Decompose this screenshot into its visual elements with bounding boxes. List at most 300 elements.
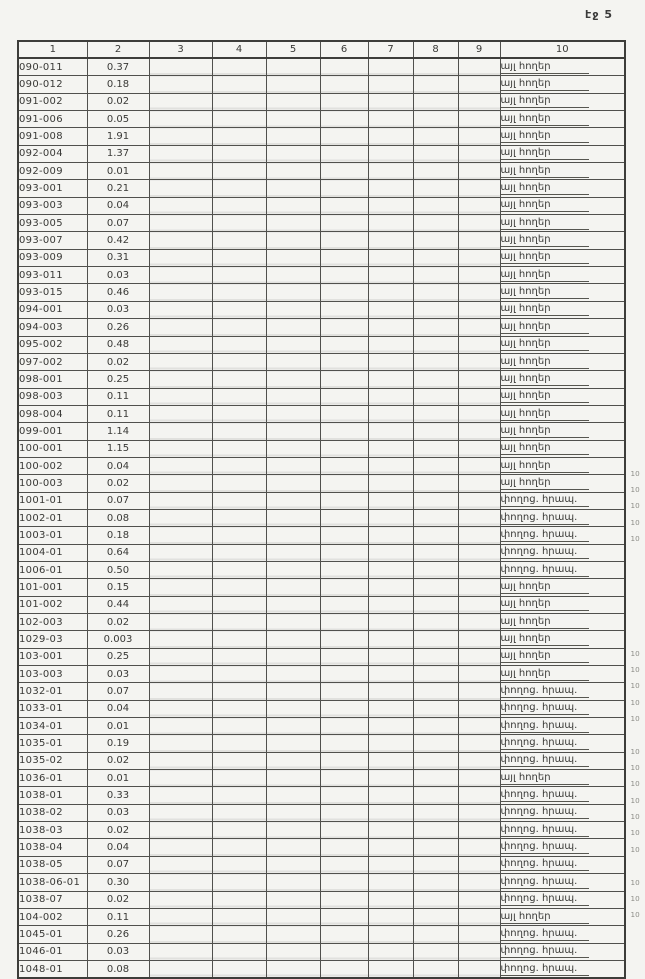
empty-cell — [458, 770, 500, 787]
land-type-cell — [500, 440, 625, 457]
margin-mark: 10 — [630, 763, 640, 772]
empty-cell — [368, 908, 413, 925]
empty-cell — [368, 631, 413, 648]
empty-cell — [320, 839, 368, 856]
empty-cell — [320, 492, 368, 509]
land-type-text: փողոց. հրապ. — [501, 963, 590, 976]
empty-cell — [368, 93, 413, 110]
parcel-id-cell: 093-005 — [18, 215, 87, 232]
land-type-cell — [500, 891, 625, 908]
empty-cell — [413, 908, 458, 925]
empty-cell — [368, 856, 413, 873]
empty-cell — [368, 509, 413, 526]
empty-cell — [266, 614, 320, 631]
land-type-cell — [500, 527, 625, 544]
table-row — [18, 76, 625, 93]
empty-cell — [149, 371, 212, 388]
area-value-cell: 0.04 — [87, 700, 149, 717]
table-row — [18, 457, 625, 474]
land-type-text: այլ հողեր — [501, 408, 590, 421]
land-type-text: փողոց. հրապ. — [501, 494, 590, 507]
land-type-cell — [500, 683, 625, 700]
empty-cell — [212, 128, 266, 145]
area-value-cell: 0.18 — [87, 527, 149, 544]
empty-cell — [266, 509, 320, 526]
parcel-id-cell: 098-003 — [18, 388, 87, 405]
area-value-cell: 0.01 — [87, 770, 149, 787]
land-type-text: փողոց. հրապ. — [501, 841, 590, 854]
empty-cell — [368, 267, 413, 284]
empty-cell — [149, 614, 212, 631]
land-type-text: այլ հողեր — [501, 269, 590, 282]
column-header-3: 3 — [149, 41, 212, 58]
table-row — [18, 249, 625, 266]
empty-cell — [266, 180, 320, 197]
empty-cell — [266, 822, 320, 839]
empty-cell — [212, 457, 266, 474]
empty-cell — [413, 561, 458, 578]
parcel-id-cell: 092-004 — [18, 145, 87, 162]
land-type-cell — [500, 93, 625, 110]
empty-cell — [320, 145, 368, 162]
empty-cell — [413, 249, 458, 266]
empty-cell — [368, 111, 413, 128]
area-value-cell: 0.08 — [87, 960, 149, 978]
column-header-6: 6 — [320, 41, 368, 58]
parcel-id-cell: 092-009 — [18, 163, 87, 180]
table-row — [18, 960, 625, 978]
margin-mark: 10 — [630, 469, 640, 478]
empty-cell — [458, 249, 500, 266]
empty-cell — [212, 908, 266, 925]
empty-cell — [458, 544, 500, 561]
empty-cell — [368, 718, 413, 735]
area-value-cell: 0.11 — [87, 405, 149, 422]
parcel-id-cell: 1038-05 — [18, 856, 87, 873]
land-type-cell — [500, 509, 625, 526]
empty-cell — [320, 926, 368, 943]
area-value-cell: 0.03 — [87, 943, 149, 960]
empty-cell — [320, 666, 368, 683]
area-value-cell: 0.01 — [87, 163, 149, 180]
empty-cell — [320, 163, 368, 180]
parcel-id-cell: 101-002 — [18, 596, 87, 613]
empty-cell — [320, 960, 368, 978]
parcel-id-cell: 1038-06-01 — [18, 874, 87, 891]
parcel-id-cell: 101-001 — [18, 579, 87, 596]
empty-cell — [149, 215, 212, 232]
table-row — [18, 319, 625, 336]
empty-cell — [266, 579, 320, 596]
empty-cell — [320, 319, 368, 336]
empty-cell — [458, 405, 500, 422]
empty-cell — [368, 475, 413, 492]
parcel-id-cell: 103-003 — [18, 666, 87, 683]
empty-cell — [212, 561, 266, 578]
table-row — [18, 145, 625, 162]
empty-cell — [413, 405, 458, 422]
empty-cell — [413, 163, 458, 180]
empty-cell — [149, 908, 212, 925]
parcel-id-cell: 093-007 — [18, 232, 87, 249]
empty-cell — [149, 93, 212, 110]
empty-cell — [458, 145, 500, 162]
empty-cell — [212, 319, 266, 336]
empty-cell — [212, 891, 266, 908]
empty-cell — [212, 614, 266, 631]
empty-cell — [149, 787, 212, 804]
empty-cell — [149, 457, 212, 474]
empty-cell — [266, 735, 320, 752]
empty-cell — [149, 839, 212, 856]
empty-cell — [413, 267, 458, 284]
column-header-4: 4 — [212, 41, 266, 58]
parcel-id-cell: 1038-07 — [18, 891, 87, 908]
parcel-id-cell: 1038-02 — [18, 804, 87, 821]
empty-cell — [368, 197, 413, 214]
empty-cell — [212, 960, 266, 978]
empty-cell — [320, 353, 368, 370]
empty-cell — [212, 197, 266, 214]
empty-cell — [149, 475, 212, 492]
area-value-cell: 0.26 — [87, 926, 149, 943]
empty-cell — [266, 457, 320, 474]
empty-cell — [212, 527, 266, 544]
land-type-text: այլ հողեր — [501, 234, 590, 247]
land-type-cell — [500, 718, 625, 735]
table-row — [18, 492, 625, 509]
table-row — [18, 440, 625, 457]
empty-cell — [266, 371, 320, 388]
empty-cell — [368, 579, 413, 596]
empty-cell — [212, 93, 266, 110]
empty-cell — [212, 822, 266, 839]
empty-cell — [368, 752, 413, 769]
land-type-cell — [500, 76, 625, 93]
empty-cell — [458, 718, 500, 735]
empty-cell — [368, 319, 413, 336]
land-type-text: այլ հողեր — [501, 251, 590, 264]
empty-cell — [212, 232, 266, 249]
empty-cell — [320, 457, 368, 474]
empty-cell — [458, 891, 500, 908]
parcel-id-cell: 100-002 — [18, 457, 87, 474]
empty-cell — [320, 527, 368, 544]
empty-cell — [212, 267, 266, 284]
empty-cell — [413, 180, 458, 197]
land-type-cell — [500, 319, 625, 336]
column-header-1: 1 — [18, 41, 87, 58]
empty-cell — [320, 648, 368, 665]
empty-cell — [368, 891, 413, 908]
area-value-cell: 0.25 — [87, 371, 149, 388]
area-value-cell: 0.04 — [87, 839, 149, 856]
empty-cell — [413, 475, 458, 492]
parcel-id-cell: 102-003 — [18, 614, 87, 631]
empty-cell — [212, 787, 266, 804]
empty-cell — [368, 457, 413, 474]
empty-cell — [368, 388, 413, 405]
land-type-text: փողոց. հրապ. — [501, 720, 590, 733]
area-value-cell: 0.07 — [87, 683, 149, 700]
land-type-cell — [500, 492, 625, 509]
empty-cell — [368, 249, 413, 266]
table-row — [18, 579, 625, 596]
empty-cell — [212, 111, 266, 128]
empty-cell — [413, 856, 458, 873]
land-type-text: փողոց. հրապ. — [501, 893, 590, 906]
land-type-cell — [500, 180, 625, 197]
margin-mark: 10 — [630, 681, 640, 690]
area-value-cell: 0.08 — [87, 509, 149, 526]
empty-cell — [413, 440, 458, 457]
empty-cell — [266, 874, 320, 891]
empty-cell — [368, 787, 413, 804]
empty-cell — [413, 509, 458, 526]
empty-cell — [368, 648, 413, 665]
area-value-cell: 0.07 — [87, 856, 149, 873]
land-type-cell — [500, 423, 625, 440]
empty-cell — [413, 492, 458, 509]
parcel-id-cell: 1001-01 — [18, 492, 87, 509]
table-row — [18, 891, 625, 908]
margin-mark: 10 — [630, 518, 640, 527]
empty-cell — [368, 301, 413, 318]
empty-cell — [458, 128, 500, 145]
empty-cell — [320, 770, 368, 787]
empty-cell — [266, 666, 320, 683]
empty-cell — [212, 718, 266, 735]
margin-mark: 10 — [630, 877, 640, 887]
empty-cell — [413, 388, 458, 405]
table-row — [18, 666, 625, 683]
empty-cell — [266, 319, 320, 336]
margin-mark: 10 — [630, 910, 640, 919]
land-type-cell — [500, 163, 625, 180]
area-value-cell: 0.25 — [87, 648, 149, 665]
land-type-text: այլ հողեր — [501, 130, 590, 143]
empty-cell — [413, 735, 458, 752]
column-header-5: 5 — [266, 41, 320, 58]
empty-cell — [320, 301, 368, 318]
empty-cell — [458, 423, 500, 440]
empty-cell — [413, 596, 458, 613]
parcel-id-cell: 098-004 — [18, 405, 87, 422]
land-type-text: փողոց. հրապ. — [501, 754, 590, 767]
empty-cell — [458, 908, 500, 925]
land-type-text: այլ հողեր — [501, 321, 590, 334]
margin-mark: 10 — [630, 698, 640, 707]
empty-cell — [413, 614, 458, 631]
margin-mark: 10 — [630, 894, 640, 903]
land-type-cell — [500, 249, 625, 266]
area-value-cell: 0.48 — [87, 336, 149, 353]
land-type-text: փողոց. հրապ. — [501, 685, 590, 698]
table-row — [18, 787, 625, 804]
empty-cell — [149, 128, 212, 145]
table-row — [18, 561, 625, 578]
parcel-id-cell: 1003-01 — [18, 527, 87, 544]
empty-cell — [458, 267, 500, 284]
empty-cell — [149, 579, 212, 596]
empty-cell — [149, 267, 212, 284]
land-type-cell — [500, 822, 625, 839]
empty-cell — [212, 336, 266, 353]
area-value-cell: 0.50 — [87, 561, 149, 578]
empty-cell — [413, 145, 458, 162]
parcel-id-cell: 094-003 — [18, 319, 87, 336]
empty-cell — [458, 163, 500, 180]
empty-cell — [149, 301, 212, 318]
land-type-cell — [500, 631, 625, 648]
empty-cell — [212, 596, 266, 613]
land-type-text: այլ հողեր — [501, 668, 590, 681]
land-type-cell — [500, 874, 625, 891]
area-value-cell: 1.14 — [87, 423, 149, 440]
empty-cell — [368, 561, 413, 578]
land-type-text: փողոց. հրապ. — [501, 564, 590, 577]
empty-cell — [368, 405, 413, 422]
empty-cell — [413, 926, 458, 943]
table-row — [18, 475, 625, 492]
table-row — [18, 267, 625, 284]
empty-cell — [149, 544, 212, 561]
empty-cell — [458, 440, 500, 457]
table-row — [18, 215, 625, 232]
empty-cell — [368, 943, 413, 960]
table-row — [18, 371, 625, 388]
empty-cell — [266, 683, 320, 700]
empty-cell — [320, 111, 368, 128]
empty-cell — [458, 197, 500, 214]
land-type-cell — [500, 405, 625, 422]
empty-cell — [458, 648, 500, 665]
empty-cell — [266, 787, 320, 804]
area-value-cell: 0.02 — [87, 93, 149, 110]
area-value-cell: 0.11 — [87, 388, 149, 405]
area-value-cell: 0.02 — [87, 475, 149, 492]
empty-cell — [212, 215, 266, 232]
area-value-cell: 0.07 — [87, 215, 149, 232]
empty-cell — [320, 180, 368, 197]
empty-cell — [413, 960, 458, 978]
empty-cell — [413, 371, 458, 388]
land-type-cell — [500, 579, 625, 596]
empty-cell — [266, 215, 320, 232]
empty-cell — [212, 423, 266, 440]
empty-cell — [320, 509, 368, 526]
empty-cell — [320, 405, 368, 422]
table-row — [18, 683, 625, 700]
empty-cell — [266, 440, 320, 457]
area-value-cell: 0.02 — [87, 614, 149, 631]
empty-cell — [413, 787, 458, 804]
empty-cell — [149, 163, 212, 180]
empty-cell — [413, 423, 458, 440]
empty-cell — [320, 58, 368, 76]
empty-cell — [320, 596, 368, 613]
land-type-text: այլ հողեր — [501, 633, 590, 646]
empty-cell — [320, 787, 368, 804]
margin-mark: 10 — [630, 501, 640, 510]
land-type-text: այլ հողեր — [501, 616, 590, 629]
empty-cell — [413, 752, 458, 769]
empty-cell — [149, 509, 212, 526]
empty-cell — [368, 353, 413, 370]
empty-cell — [458, 735, 500, 752]
empty-cell — [212, 163, 266, 180]
empty-cell — [212, 752, 266, 769]
empty-cell — [458, 388, 500, 405]
empty-cell — [149, 700, 212, 717]
empty-cell — [413, 93, 458, 110]
land-type-cell — [500, 58, 625, 76]
land-type-text: այլ հողեր — [501, 373, 590, 386]
empty-cell — [149, 891, 212, 908]
parcel-id-cell: 100-001 — [18, 440, 87, 457]
land-type-cell — [500, 752, 625, 769]
empty-cell — [320, 718, 368, 735]
empty-cell — [368, 700, 413, 717]
empty-cell — [266, 596, 320, 613]
empty-cell — [149, 648, 212, 665]
parcel-id-cell: 090-012 — [18, 76, 87, 93]
empty-cell — [368, 804, 413, 821]
table-row — [18, 197, 625, 214]
empty-cell — [368, 960, 413, 978]
empty-cell — [458, 76, 500, 93]
empty-cell — [458, 527, 500, 544]
empty-cell — [212, 353, 266, 370]
land-type-text: փողոց. հրապ. — [501, 876, 590, 889]
empty-cell — [266, 631, 320, 648]
empty-cell — [413, 666, 458, 683]
land-type-text: այլ հողեր — [501, 147, 590, 160]
land-type-text: այլ հողեր — [501, 286, 590, 299]
empty-cell — [212, 544, 266, 561]
empty-cell — [458, 700, 500, 717]
land-type-text: այլ հողեր — [501, 303, 590, 316]
land-type-text: փողոց. հրապ. — [501, 806, 590, 819]
parcel-id-cell: 095-002 — [18, 336, 87, 353]
empty-cell — [266, 353, 320, 370]
parcel-id-cell: 1038-03 — [18, 822, 87, 839]
land-type-text: այլ հողեր — [501, 61, 590, 74]
parcel-id-cell: 1033-01 — [18, 700, 87, 717]
area-value-cell: 0.03 — [87, 666, 149, 683]
land-type-text: այլ հողեր — [501, 78, 590, 91]
empty-cell — [212, 926, 266, 943]
empty-cell — [149, 770, 212, 787]
empty-cell — [458, 336, 500, 353]
empty-cell — [368, 770, 413, 787]
land-type-text: այլ հողեր — [501, 356, 590, 369]
empty-cell — [413, 301, 458, 318]
empty-cell — [368, 596, 413, 613]
area-value-cell: 0.46 — [87, 284, 149, 301]
table-row — [18, 804, 625, 821]
empty-cell — [212, 509, 266, 526]
empty-cell — [458, 561, 500, 578]
empty-cell — [149, 596, 212, 613]
empty-cell — [149, 683, 212, 700]
parcel-id-cell: 093-003 — [18, 197, 87, 214]
empty-cell — [458, 509, 500, 526]
land-type-cell — [500, 735, 625, 752]
empty-cell — [413, 457, 458, 474]
empty-cell — [149, 631, 212, 648]
empty-cell — [458, 596, 500, 613]
